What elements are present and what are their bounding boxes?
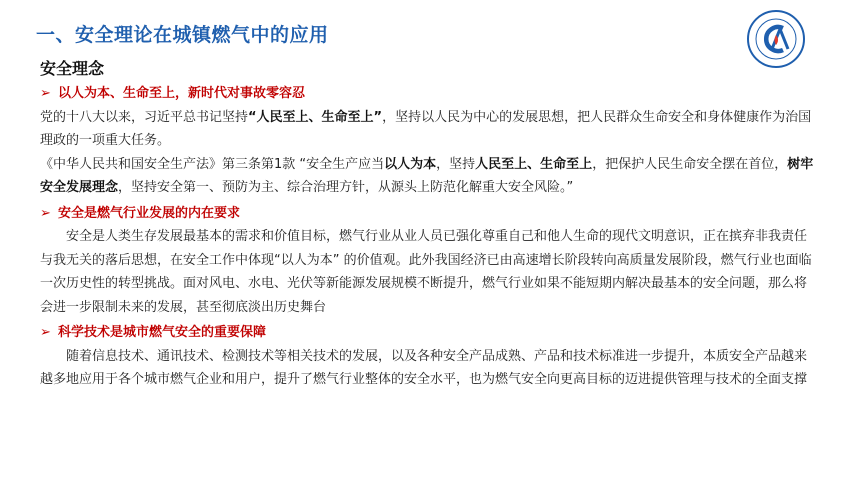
paragraph-xi-quote — [40, 106, 816, 153]
bold-run: 树牢安全发展理念 — [40, 156, 814, 195]
paragraph-safety-law — [40, 153, 816, 200]
arrow-bullet-icon: ➢ — [40, 325, 51, 340]
section-heading-text: 以人为本、生命至上，新时代对事故零容忍 — [58, 86, 306, 101]
text-run: 《中华人民共和国安全生产法》第三条第1款 “安全生产应当 — [40, 156, 385, 172]
arrow-bullet-icon: ➢ — [40, 86, 51, 101]
text-run: ，坚持以人民为中心的发展思想，把人民群众生命安全和身体健康作为治国理政的一项重大任务。 — [40, 109, 812, 148]
text-run: ，把保护人民生命安全摆在首位， — [592, 156, 788, 172]
arrow-bullet-icon: ➢ — [40, 205, 51, 221]
section-heading-2 — [40, 202, 816, 226]
paragraph-inner-requirement: 安全是人类生存发展最基本的需求和价值目标，燃气行业从业人员已强化尊重自己和他人生命的现代文明意识，正在摈弃非我责任与我无关的落后思想，在安全工作中体现“以人为本” 的价值观。此外我国经济已由高速增长阶段转向高质量发展阶段，燃气行业也面临一次历史性的转型挑战。面对风电、水电、光伏等新能源发展规模不断提升，燃气行业如果不能短期内解决最基本的安全问题，那么将会进一步限制未来的发展，甚至彻底淡出历史舞台 — [40, 229, 812, 315]
bold-run: “人民至上、生命至上” — [248, 109, 383, 125]
bold-run: 以人为本 — [384, 156, 437, 172]
content-body — [40, 80, 816, 392]
association-logo — [746, 9, 806, 69]
text-run: ，坚持安全第一、预防为主、综合治理方针，从源头上防范化解重大安全风险。” — [118, 180, 574, 195]
text-run: 党的十八大以来，习近平总书记坚持 — [40, 109, 249, 125]
section-heading-text: 安全是燃气行业发展的内在要求 — [58, 205, 241, 221]
page-title: 一、安全理论在城镇燃气中的应用 — [36, 24, 329, 46]
bold-run: 人民至上、生命至上 — [475, 156, 593, 172]
section-subtitle: 安全理念 — [40, 59, 105, 78]
text-run: ，坚持 — [436, 156, 476, 172]
paragraph-technology: 随着信息技术、通讯技术、检测技术等相关技术的发展，以及各种安全产品成熟、产品和技术标准进一步提升，本质安全产品越来越多地应用于各个城市燃气企业和用户，提升了燃气行业整体的安全水平，也为燃气安全向更高目标的迈进提供管理与技术的全面支撑 — [40, 348, 808, 387]
section-heading-1 — [40, 82, 816, 106]
section-heading-text: 科学技术是城市燃气安全的重要保障 — [58, 325, 267, 340]
section-heading-3 — [40, 321, 816, 345]
